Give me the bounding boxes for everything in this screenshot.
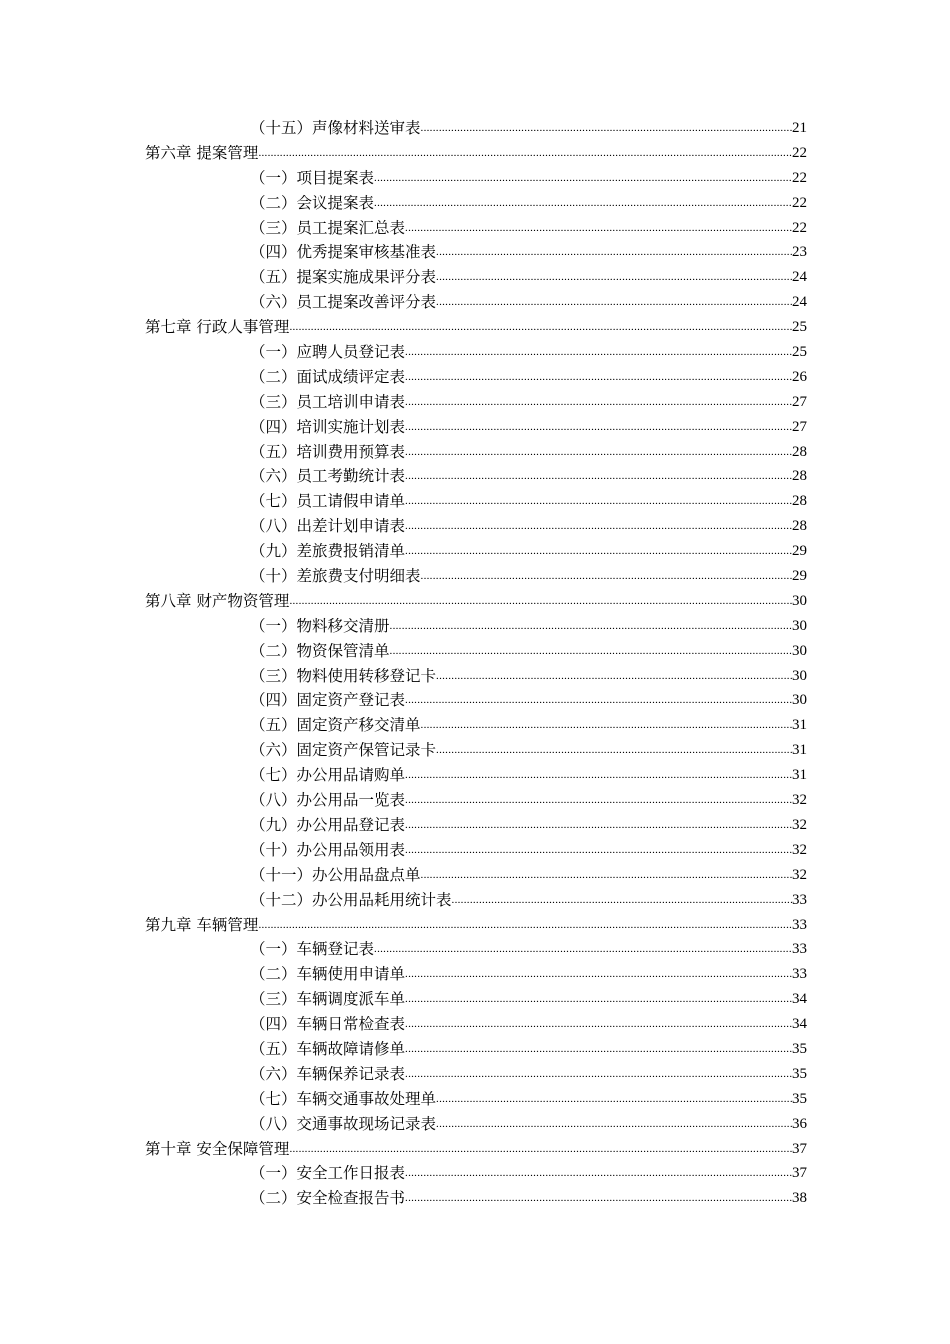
toc-entry-title: （八）出差计划申请表 xyxy=(250,514,405,539)
toc-entry-title: （八）交通事故现场记录表 xyxy=(250,1112,436,1137)
toc-item-entry[interactable] xyxy=(145,265,807,290)
toc-page-number: 33 xyxy=(792,941,807,958)
toc-chapter-entry[interactable] xyxy=(145,589,807,614)
toc-item-entry[interactable] xyxy=(145,838,807,863)
dot-leader xyxy=(405,1186,792,1211)
dot-leader xyxy=(405,987,792,1012)
toc-entry-title: （三）车辆调度派车单 xyxy=(250,987,405,1012)
toc-item-entry[interactable] xyxy=(145,813,807,838)
toc-item-entry[interactable] xyxy=(145,962,807,987)
dot-leader xyxy=(405,514,792,539)
toc-entry-title: （四）优秀提案审核基准表 xyxy=(250,240,436,265)
toc-entry-title: （六）固定资产保管记录卡 xyxy=(250,738,436,763)
dot-leader xyxy=(405,390,792,415)
toc-entry-title: （四）固定资产登记表 xyxy=(250,688,405,713)
toc-entry-title: （五）车辆故障请修单 xyxy=(250,1037,405,1062)
dot-leader xyxy=(405,365,792,390)
dot-leader xyxy=(436,738,792,763)
toc-page-number: 33 xyxy=(792,891,807,908)
dot-leader xyxy=(258,913,792,938)
toc-page-number: 24 xyxy=(792,269,807,286)
toc-entry-title: （十）差旅费支付明细表 xyxy=(250,564,421,589)
toc-item-entry[interactable] xyxy=(145,240,807,265)
toc-item-entry[interactable] xyxy=(145,440,807,465)
toc-item-entry[interactable] xyxy=(145,738,807,763)
dot-leader xyxy=(421,116,792,141)
toc-item-entry[interactable] xyxy=(145,489,807,514)
toc-entry-title: （八）办公用品一览表 xyxy=(250,788,405,813)
dot-leader xyxy=(405,464,792,489)
toc-page-number: 28 xyxy=(792,468,807,485)
toc-entry-title: （十五）声像材料送审表 xyxy=(250,116,421,141)
dot-leader xyxy=(405,440,792,465)
toc-item-entry[interactable] xyxy=(145,191,807,216)
toc-item-entry[interactable] xyxy=(145,863,807,888)
toc-page-number: 21 xyxy=(792,120,807,136)
toc-page-number: 35 xyxy=(792,1065,807,1082)
dot-leader xyxy=(436,290,792,315)
dot-leader xyxy=(405,1161,792,1186)
toc-page-number: 23 xyxy=(792,244,807,261)
toc-page-number: 34 xyxy=(792,1016,807,1033)
toc-page-number: 25 xyxy=(792,344,807,361)
toc-chapter-entry[interactable] xyxy=(145,1137,807,1162)
toc-entry-title: 第十章 安全保障管理 xyxy=(145,1137,289,1162)
dot-leader xyxy=(405,1012,792,1037)
toc-entry-title: （二）面试成绩评定表 xyxy=(250,365,405,390)
toc-entry-title: 第七章 行政人事管理 xyxy=(145,315,289,340)
toc-entry-title: （九）差旅费报销清单 xyxy=(250,539,405,564)
toc-item-entry[interactable] xyxy=(145,1062,807,1087)
toc-entry-title: （二）安全检查报告书 xyxy=(250,1186,405,1211)
toc-entry-title: （七）办公用品请购单 xyxy=(250,763,405,788)
toc-item-entry[interactable] xyxy=(145,514,807,539)
dot-leader xyxy=(421,564,792,589)
dot-leader xyxy=(258,141,792,166)
toc-item-entry[interactable] xyxy=(145,664,807,689)
toc-page-number: 34 xyxy=(792,991,807,1008)
toc-entry-title: （一）项目提案表 xyxy=(250,166,374,191)
toc-page-number: 30 xyxy=(792,617,807,634)
toc-page-number: 31 xyxy=(792,717,807,734)
toc-chapter-entry[interactable] xyxy=(145,913,807,938)
toc-page-number: 36 xyxy=(792,1115,807,1132)
toc-item-entry[interactable] xyxy=(145,464,807,489)
toc-entry-title: （五）固定资产移交清单 xyxy=(250,713,421,738)
toc-item-entry[interactable] xyxy=(145,1037,807,1062)
dot-leader xyxy=(436,664,792,689)
toc-chapter-entry[interactable] xyxy=(145,141,807,166)
toc-item-entry[interactable] xyxy=(145,688,807,713)
dot-leader xyxy=(405,1062,792,1087)
toc-item-entry[interactable] xyxy=(145,713,807,738)
toc-entry-title: （七）员工请假申请单 xyxy=(250,489,405,514)
toc-item-entry[interactable] xyxy=(145,539,807,564)
dot-leader xyxy=(405,813,792,838)
toc-page-number: 32 xyxy=(792,841,807,858)
dot-leader xyxy=(436,240,792,265)
toc-entry-title: （六）员工提案改善评分表 xyxy=(250,290,436,315)
dot-leader xyxy=(436,1087,792,1112)
toc-item-entry[interactable] xyxy=(145,340,807,365)
toc-page-number: 30 xyxy=(792,642,807,659)
toc-entry-title: （二）车辆使用申请单 xyxy=(250,962,405,987)
dot-leader xyxy=(405,216,792,241)
toc-entry-title: （七）车辆交通事故处理单 xyxy=(250,1087,436,1112)
toc-entry-title: （四）培训实施计划表 xyxy=(250,415,405,440)
toc-item-entry[interactable] xyxy=(145,564,807,589)
toc-entry-title: （一）应聘人员登记表 xyxy=(250,340,405,365)
toc-entry-title: （一）物料移交清册 xyxy=(250,614,390,639)
dot-leader xyxy=(421,713,792,738)
toc-page-number: 35 xyxy=(792,1090,807,1107)
toc-entry-title: （九）办公用品登记表 xyxy=(250,813,405,838)
dot-leader xyxy=(405,539,792,564)
toc-page-number: 29 xyxy=(792,568,807,585)
dot-leader xyxy=(374,166,792,191)
toc-page-number: 35 xyxy=(792,1040,807,1057)
toc-page-number: 30 xyxy=(792,692,807,709)
toc-page-number: 28 xyxy=(792,518,807,535)
toc-item-entry[interactable] xyxy=(145,1186,807,1211)
dot-leader xyxy=(421,863,792,888)
toc-page-number: 31 xyxy=(792,767,807,784)
toc-entry-title: （三）物料使用转移登记卡 xyxy=(250,664,436,689)
toc-item-entry[interactable] xyxy=(145,788,807,813)
dot-leader xyxy=(289,315,792,340)
toc-item-entry[interactable] xyxy=(145,937,807,962)
toc-entry-title: （一）安全工作日报表 xyxy=(250,1161,405,1186)
dot-leader xyxy=(405,688,792,713)
toc-page-number: 28 xyxy=(792,443,807,460)
toc-entry-title: （一）车辆登记表 xyxy=(250,937,374,962)
dot-leader xyxy=(374,937,792,962)
dot-leader xyxy=(405,415,792,440)
toc-item-entry[interactable] xyxy=(145,365,807,390)
toc-item-entry[interactable] xyxy=(145,614,807,639)
dot-leader xyxy=(405,838,792,863)
dot-leader xyxy=(390,639,792,664)
toc-page-number: 27 xyxy=(792,418,807,435)
dot-leader xyxy=(436,265,792,290)
toc-entry-title: 第六章 提案管理 xyxy=(145,141,258,166)
toc-entry-title: （三）员工培训申请表 xyxy=(250,390,405,415)
toc-item-entry[interactable] xyxy=(145,888,807,913)
toc-page-number: 37 xyxy=(792,1165,807,1182)
toc-page-number: 28 xyxy=(792,493,807,510)
toc-entry-title: （五）培训费用预算表 xyxy=(250,440,405,465)
toc-page-number: 31 xyxy=(792,742,807,759)
toc-item-entry[interactable] xyxy=(145,763,807,788)
dot-leader xyxy=(405,788,792,813)
toc-entry-title: （四）车辆日常检查表 xyxy=(250,1012,405,1037)
toc-page-number: 22 xyxy=(792,144,807,161)
dot-leader xyxy=(405,763,792,788)
dot-leader xyxy=(405,962,792,987)
toc-entry-title: （十）办公用品领用表 xyxy=(250,838,405,863)
toc-page-number: 30 xyxy=(792,592,807,609)
dot-leader xyxy=(405,489,792,514)
toc-page-number: 24 xyxy=(792,294,807,311)
toc-item-entry[interactable] xyxy=(145,216,807,241)
toc-page-number: 22 xyxy=(792,219,807,236)
toc-item-entry[interactable] xyxy=(145,987,807,1012)
toc-page-number: 33 xyxy=(792,916,807,933)
toc-item-entry[interactable] xyxy=(145,390,807,415)
toc-item-entry[interactable] xyxy=(145,1087,807,1112)
toc-page-number: 22 xyxy=(792,194,807,211)
toc-item-entry[interactable] xyxy=(145,290,807,315)
toc-page-number: 29 xyxy=(792,543,807,560)
toc-entry-title: （五）提案实施成果评分表 xyxy=(250,265,436,290)
toc-entry-title: （二）物资保管清单 xyxy=(250,639,390,664)
toc-entry-title: （十一）办公用品盘点单 xyxy=(250,863,421,888)
dot-leader xyxy=(436,1112,792,1137)
toc-chapter-entry[interactable] xyxy=(145,315,807,340)
toc-page-number: 32 xyxy=(792,792,807,809)
toc-item-entry[interactable] xyxy=(145,415,807,440)
dot-leader xyxy=(452,888,792,913)
toc-page-number: 27 xyxy=(792,393,807,410)
toc-entry-title: （二）会议提案表 xyxy=(250,191,374,216)
table-of-contents xyxy=(145,116,807,1211)
toc-item-entry[interactable] xyxy=(145,166,807,191)
toc-entry-title: （六）车辆保养记录表 xyxy=(250,1062,405,1087)
toc-item-entry[interactable] xyxy=(145,1012,807,1037)
toc-page-number: 33 xyxy=(792,966,807,983)
dot-leader xyxy=(289,1137,792,1162)
toc-entry-title: 第八章 财产物资管理 xyxy=(145,589,289,614)
toc-page-number: 38 xyxy=(792,1190,807,1207)
dot-leader xyxy=(289,589,792,614)
toc-item-entry[interactable] xyxy=(145,639,807,664)
toc-page-number: 32 xyxy=(792,866,807,883)
toc-page-number: 30 xyxy=(792,667,807,684)
toc-entry-title: （三）员工提案汇总表 xyxy=(250,216,405,241)
toc-page-number: 32 xyxy=(792,816,807,833)
toc-item-entry[interactable] xyxy=(145,1161,807,1186)
dot-leader xyxy=(405,340,792,365)
toc-entry-title: （十二）办公用品耗用统计表 xyxy=(250,888,452,913)
toc-item-entry[interactable] xyxy=(145,1112,807,1137)
toc-page-number: 25 xyxy=(792,319,807,336)
toc-page-number: 26 xyxy=(792,368,807,385)
dot-leader xyxy=(405,1037,792,1062)
toc-entry-title: （六）员工考勤统计表 xyxy=(250,464,405,489)
toc-page-number: 22 xyxy=(792,169,807,186)
toc-entry-title: 第九章 车辆管理 xyxy=(145,913,258,938)
dot-leader xyxy=(390,614,792,639)
dot-leader xyxy=(374,191,792,216)
toc-item-entry[interactable] xyxy=(145,116,807,141)
toc-page-number: 37 xyxy=(792,1140,807,1157)
